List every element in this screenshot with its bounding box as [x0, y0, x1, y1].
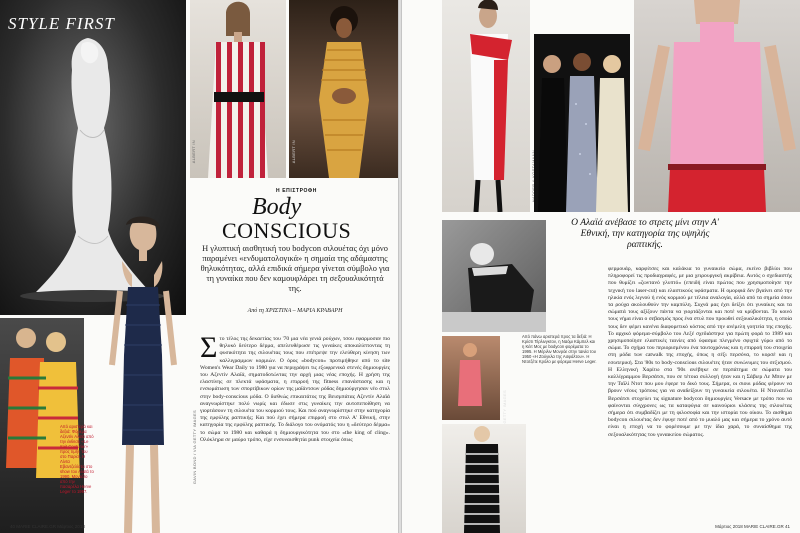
- credit-striped-dress: ALBERT IN: [191, 140, 196, 164]
- article-body-col2: [608, 266, 792, 522]
- body-col1-text: το τέλος της δεκαετίας του '70 μια νέα γενιά ρούχων, τσου εφαρμοσαν πιο θηλυκό δεύτερο δέρμα, απελευθέρωσε τις γυναίκες αποκαλύπτοντας τη φυσικότητα της σιλουέτας τους που επέτρεψε την ελεύθερη κίνηση των καλλιγραμμων κορμιών. Ο όρος «bodycon» προτιμήθηκε από το site Women's Wear Daily το 1980 για να περιγράψει τις εξωφρενικά στενές δημιουργίες του Αζεντίν Αλαϊά, σηματοδοτώντας την αρχή μιας νέας εποχής. Η χρήση της ελαστίνης σε πλεκτά υφάσματα, η επιρροή της fitness επανάστασης και η ενσωμάτωση των σπορτίβικων ορίων της μαϊάντσων ρόδας δημιούργησαν νέο στυλ στην body-conscious μόδα. Ο διεθνώς επικαιτάτος της Βεισμπάτας Αζεντίν Αλαϊά αναγνωρίστηκε πολύ νωρίς και έδωσε στις γυναίκες την αυτοπεποίθηση να γιορτάσουν τη σιλουέτα του κορμιού τους. Και πού αναγνωρίστηκε στην κατηγορία της εμφύλης ραπτικής; Και πού έχει σήμερα επιρροή στο στυλ Α' Εθνική, στην κατηγορία της εμφύλης ραπτικής. Το διάλογο του ονόματός του η «δεύτερο δέρμα» το σώμα το 1980 και καθαρά η δημιουργικότητα του στο «the king of cling». Ολόκληρα σε μαύρο τρόπο, είχε ενσυναισθητία punk στοιχεία όπως: [200, 336, 390, 443]
- caption-monroe: Από πάνω αριστερά προς τα δεξιά: Η Κρίστι Τέρλινγκτον, η Ναόμι Κάμπελ και η Κέιτ Μος με bodycon φορέματα το 1995. Η Μέριλιν Μονρόε στην ταινία του 1950 «Η Ζούγκλα της Ασφάλτου». Η Ντοτζέτε Κρόλο με φόρεμα Herve Leger.: [522, 334, 597, 364]
- photo-marilyn-monroe: [442, 220, 546, 332]
- article-byline: Από τη ΧΡΙΣΤΙΝΑ – ΜΑΡΙΑ ΚΡΑΒΑΡΗ: [247, 308, 343, 314]
- photo-navy-dress: [92, 215, 192, 533]
- photo-supermodels-1995: [534, 34, 630, 212]
- right-page: [402, 0, 800, 533]
- article-title-line2: CONSCIOUS: [222, 218, 352, 243]
- dropcap: Σ: [200, 336, 218, 364]
- article-kicker: Η ΕΠΙΣΤΡΟΦΗ: [276, 188, 317, 194]
- caption-bandage: Από αριστερά και δεξιά: Φόρεμα Αζεντίν Αλαϊά από την έκθεση «Le Sait Couturier» προς τιμήν του στο Παρίσι. Η Λίντα Εβαντζελίστα στο show του Αλαϊά το 1990. Μοντέλο από την πασαρέλα Herve Leger το 1997.: [60, 424, 94, 494]
- photo-yellow-cutout: [289, 0, 398, 178]
- credit-navy-dress: GAVIN BOND / VIA GETTY IMAGES: [192, 410, 197, 485]
- article-title-line1: Body: [252, 194, 302, 220]
- folio-left: 40 MARIE CLAIRE.GR Μάρτιος 2018: [10, 524, 85, 529]
- photo-knit-dress: [442, 424, 526, 533]
- body-col2-text: φερμουάρ, καρφίτσες και καλάκια το γυναικείο σώμα, εκείνο βιβλίοι που πληροφορεί τις προδιαγραφές, με μια χειρουργική ακρίβεια. Αυτός ο σχεδιαστής που θυμίζει «ζωντανό γλυπτό» (επειδή είναι πρώτος που χρησιμοποίησε την τεχνική του laser-cut) και ελαστικούς υφάσματα. Η ομορφιά δεν βγαίνει από την ηλικία ενός λιγνού ή ενός κορμιού με τέλεια αναλογία, αλλά από τα σημεία όπου τα ρούχα ακολουθούν την καμπύλη. Συχνά μας έχει δείξει ότι γυναίκες και τα σώματά τους αξίζουν πάντα να γιορτάζονται και ποτέ να κρύβονται. Το κοινό τους νήμα είναι ο σεβασμός προς ένα στυλ που προωθεί σεξουαλικότητα, η οποία τους δεν φέρει κανένα διαφορετικό κόστος από την ανέμελη γοητεία της εποχής. Το αρχικό φόρεμα-σύμβολο του Λεξέ σχεδιάστηκε για πρώτη φορά το 1989 και χρησιμοποίησε ελαστικές ταινίες από ύφασμα πλεγμένο σφιχτά γύρω από το σώμα. Το σχήμα του περιορισμένου ένα ταυτοχρόνως και η επιρροή του στοιχεία στη μόδα των catwalk της εποχής, όπως η σέξι περσόνα, το κορσέ και η εσωτερική. Στα '80s το body-conscious σιλουέτες ήταν συνώνυμες του σεξισμού. Η Ελληνική Χαρίτω στα '90s ανέβηκε σε περπάτημα σε σώματα του καλλίγραμμου Βερσάτσι, που σε τέτοια συλλογή ήταν και η Σάβιερ Λε Μπον με την Ταϊλί Ντοτ που μου έφερε το δικό τους. Σήμερα, οι σιουι μόδας φέρουν να βρουν νέους τρόπους για να αναδείξουν τη γυναικεία σιλουέτα. Η Ντονατέλα Βερσάτσι στοχεύει τις signature bodycon δημιουργίες Versace με τρόπο που να φαίνονται σύγχρονες ως τα καταφύγια σε καινούριοι κλάσεις της σιλουέτας σήμερα ότι συμβαδίζει με τη φιλοσοφία και την ιστορία του οίκου. Το αισθημα bodycon σιλουέτας δεν έφυγε ποτέ από το μυαλό μας και σήμερα το χρόνο αυτό είναι η εποχή να το φορέσουμε με την ίδια χαρά, το συναίσθημα της σεξουαλικότητας του γυναικείου σώματος.: [608, 266, 792, 438]
- folio-right: Μάρτιος 2018 MARIE CLAIRE.GR 41: [715, 524, 790, 529]
- pull-quote: Ο Αλαϊά ανέβασε το στρετς μίνι στην Α' Εθνική, την κατηγορία της υψηλής ραπτικής.: [571, 218, 719, 250]
- photo-red-carpet: [442, 336, 500, 420]
- photo-striped-dress: [190, 0, 286, 178]
- article-lede: Η γλυπτική αισθητική του bodycon σιλουέτας όχι μόνο παραμένει «ενδυματολογικά» η σημαία της αδάμαστης θηλυκότητας, αλλά επιδικά σήμερα γίνεται σύμβολο για τη γυναίκα που δεν καμουφλάρει τη σεξουαλικότητά της.: [200, 244, 390, 293]
- left-page: [0, 0, 398, 533]
- credit-yellow-cutout: ALBERT IN: [291, 140, 296, 164]
- photo-pink-dress: [634, 0, 800, 212]
- photo-red-white-dress: [442, 0, 530, 212]
- article-body-col1: [200, 336, 390, 522]
- section-label: STYLE FIRST: [8, 14, 115, 33]
- credit-getty: GETTY IMAGES: [502, 390, 507, 424]
